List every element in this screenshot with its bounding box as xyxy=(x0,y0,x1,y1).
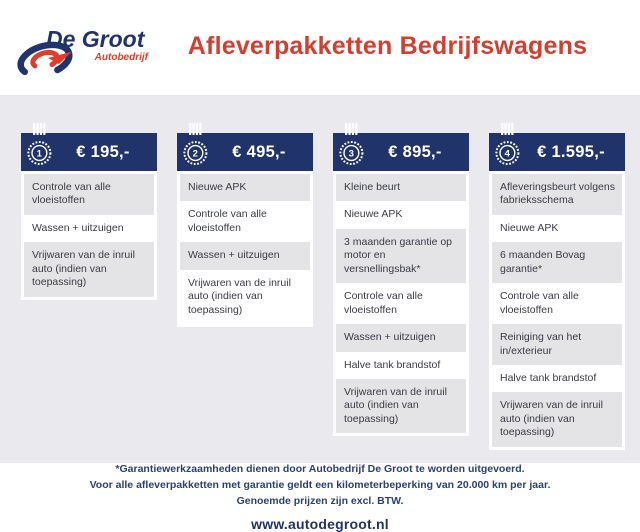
package-item: Vrijwaren van de inruil auto (indien van toepassing) xyxy=(24,242,154,296)
website-url: www.autodegroot.nl xyxy=(251,516,389,532)
degroot-logo xyxy=(15,21,153,79)
package-card xyxy=(177,133,313,327)
package-item: Controle van alle vloeistoffen xyxy=(492,283,622,324)
package-items xyxy=(21,171,157,300)
package-item: Wassen + uitzuigen xyxy=(336,324,466,351)
page-title: Afleverpakketten Bedrijfswagens xyxy=(187,32,588,60)
package-item: Halve tank brandstof xyxy=(492,365,622,392)
package-item: Afleveringsbeurt volgens fabrieksschema xyxy=(492,174,622,215)
medal-number: 3 xyxy=(348,148,355,160)
package-header xyxy=(177,133,313,171)
footnote-line: *Garantiewerkzaamheden dienen door Autobedrijf De Groot te worden uitgevoerd. xyxy=(115,462,525,475)
medal-ribbon xyxy=(189,123,202,135)
medal-icon xyxy=(495,123,521,170)
package-item: Controle van alle vloeistoffen xyxy=(336,283,466,324)
package-items xyxy=(333,171,469,436)
footnote-line: Genoemde prijzen zijn excl. BTW. xyxy=(236,495,404,508)
package-item: Vrijwaren van de inruil auto (indien van toepassing) xyxy=(180,270,310,324)
package-card xyxy=(489,133,625,450)
medal-icon xyxy=(27,123,53,170)
package-price: € 195,- xyxy=(76,142,130,161)
flyer-body xyxy=(0,95,640,532)
package-price: € 895,- xyxy=(388,142,442,161)
package-card xyxy=(21,133,157,300)
package-item: Wassen + uitzuigen xyxy=(24,215,154,242)
flyer-header xyxy=(0,0,640,95)
package-item: Nieuwe APK xyxy=(336,201,466,228)
package-items xyxy=(177,171,313,327)
package-item: Vrijwaren van de inruil auto (indien van toepassing) xyxy=(492,392,622,446)
package-item: Kleine beurt xyxy=(336,174,466,201)
medal-ribbon xyxy=(501,123,514,135)
medal-number: 2 xyxy=(192,148,199,160)
package-item: Nieuwe APK xyxy=(492,215,622,242)
package-item: Reiniging van het in/exterieur xyxy=(492,324,622,365)
logo-subtext: Autobedrijf xyxy=(94,51,148,63)
medal-number: 1 xyxy=(36,148,43,160)
package-item: Nieuwe APK xyxy=(180,174,310,201)
package-item: Vrijwaren van de inruil auto (indien van toepassing) xyxy=(336,379,466,433)
package-items xyxy=(489,171,625,450)
medal-icon xyxy=(183,123,209,170)
package-cards xyxy=(0,95,640,450)
medal-ribbon xyxy=(33,123,46,135)
medal-number: 4 xyxy=(504,148,511,160)
package-item: Controle van alle vloeistoffen xyxy=(180,201,310,242)
medal-icon xyxy=(339,123,365,170)
logo-text: De Groot xyxy=(46,25,145,52)
package-card xyxy=(333,133,469,436)
package-header xyxy=(21,133,157,171)
medal-ribbon xyxy=(345,123,358,135)
package-price: € 1.595,- xyxy=(537,142,605,161)
package-item: Halve tank brandstof xyxy=(336,352,466,379)
package-item: 6 maanden Bovag garantie* xyxy=(492,242,622,283)
footnote-line: Voor alle afleverpakketten met garantie geldt een kilometerbeperking van 20.000 km per jaar. xyxy=(89,478,551,491)
package-item: Controle van alle vloeistoffen xyxy=(24,174,154,215)
package-header xyxy=(333,133,469,171)
package-item: 3 maanden garantie op motor en versnellingsbak* xyxy=(336,229,466,283)
footnotes xyxy=(0,461,640,510)
package-header xyxy=(489,133,625,171)
package-price: € 495,- xyxy=(232,142,286,161)
package-item: Wassen + uitzuigen xyxy=(180,242,310,269)
